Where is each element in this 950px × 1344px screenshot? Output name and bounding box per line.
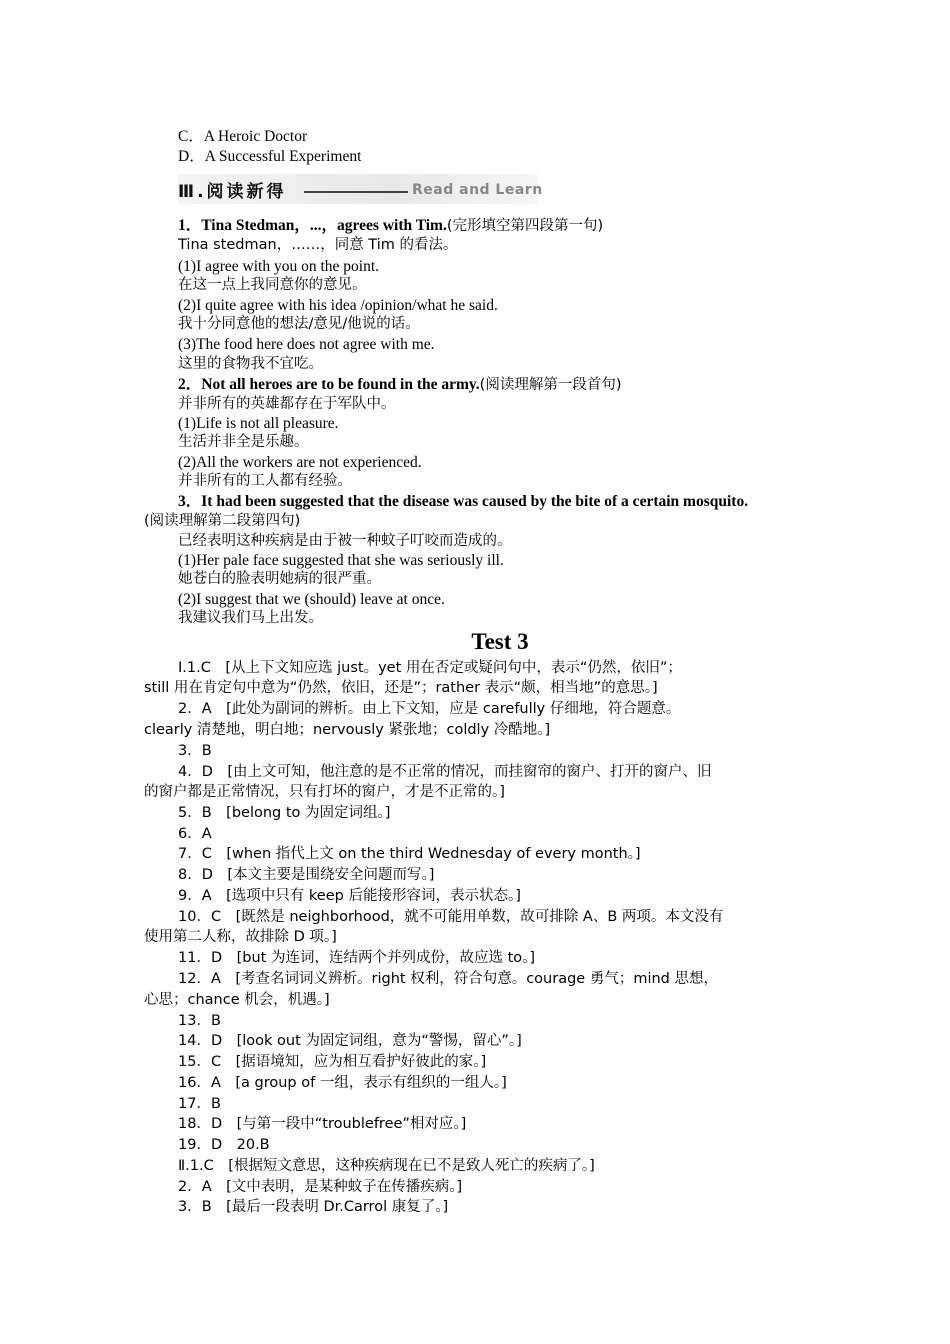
point-3-example-cn: 我建议我们马上出发。 (178, 610, 323, 626)
point-2-example-cn: 并非所有的工人都有经验。 (178, 473, 352, 489)
point-3-translation: 已经表明这种疾病是由于被一种蚊子叮咬而造成的。 (178, 533, 512, 549)
answer-line: 15．C [据语境知，应为相互看护好彼此的家。] (178, 1054, 487, 1070)
answer-line: 9．A [选项中只有 keep 后能接形容词，表示状态。] (178, 888, 521, 904)
answer-line: 11．D [but 为连词，连结两个并列成份，故应选 to。] (178, 950, 536, 966)
answer-line: clearly 清楚地，明白地；nervously 紧张地；coldly 冷酷地。] (144, 722, 551, 738)
point-1-example: (1)I agree with you on the point. (178, 258, 380, 275)
answer-line: 14．D [look out 为固定词组，意为“警惕，留心”。] (178, 1033, 522, 1049)
section-heading-en: Read and Learn (412, 182, 543, 198)
answer-line: 8．D [本文主要是围绕安全问题而写。] (178, 867, 435, 883)
point-2-translation: 并非所有的英雄都存在于军队中。 (178, 396, 396, 412)
answer-line: Ⅰ.1.C [从上下文知应选 just。yet 用在否定或疑问句中，表示“仍然，依旧”； (178, 660, 682, 676)
point-1-example-cn: 在这一点上我同意你的意见。 (178, 277, 367, 293)
point-3-example: (2)I suggest that we (should) leave at once. (178, 591, 445, 608)
point-3-example: (1)Her pale face suggested that she was seriously ill. (178, 552, 504, 569)
point-1-example: (3)The food here does not agree with me. (178, 336, 435, 353)
point-3-source: (阅读理解第二段第四句) (144, 513, 301, 529)
answer-line: 2．A [文中表明，是某种蚊子在传播疾病。] (178, 1179, 463, 1195)
answer-line: still 用在肯定句中意为“仍然，依旧，还是”；rather 表示“颇，相当地”的意思。] (144, 680, 658, 696)
point-1-sentence: 1．Tina Stedman，...，agrees with Tim. (178, 217, 447, 234)
point-1-example-cn: 这里的食物我不宜吃。 (178, 356, 323, 372)
point-2-source: (阅读理解第一段首句) (479, 377, 622, 393)
point-3-sentence: 3．It had been suggested that the disease was caused by the bite of a certain mosquito. (178, 493, 749, 510)
answer-line: 心思；chance 机会，机遇。] (144, 992, 330, 1008)
section-heading-rule (304, 191, 408, 193)
answer-line: 6．A (178, 826, 212, 842)
point-2-sentence: 2．Not all heroes are to be found in the army. (178, 376, 480, 393)
point-2-title (178, 375, 622, 395)
answer-line: 2．A [此处为副词的辨析。由上下文知，应是 carefully 仔细地，符合题意。 (178, 701, 681, 717)
answer-line: 19．D 20.B (178, 1137, 270, 1153)
point-1-example-cn: 我十分同意他的想法/意见/他说的话。 (178, 316, 420, 332)
answer-line: 的窗户都是正常情况，只有打坏的窗户，才是不正常的。] (144, 784, 505, 800)
answer-line: 3．B (178, 743, 212, 759)
answer-line: 13．B (178, 1013, 221, 1029)
point-2-example-cn: 生活并非全是乐趣。 (178, 434, 309, 450)
answer-line: 17．B (178, 1096, 221, 1112)
answer-line: 3．B [最后一段表明 Dr.Carrol 康复了。] (178, 1199, 449, 1215)
point-2-example: (1)Life is not all pleasure. (178, 415, 339, 432)
test-title: Test 3 (471, 629, 529, 654)
answer-line: 12．A [考查名词词义辨析。right 权利，符合句意。courage 勇气；mind 思想， (178, 971, 718, 987)
point-1-translation: Tina stedman，……，同意 Tim 的看法。 (178, 237, 458, 253)
answer-line: 7．C [when 指代上文 on the third Wednesday of every month。] (178, 846, 641, 862)
option-d: D．A Successful Experiment (178, 148, 362, 165)
point-3-example-cn: 她苍白的脸表明她病的很严重。 (178, 571, 381, 587)
point-1-source: (完形填空第四段第一句) (446, 218, 604, 234)
option-c: C．A Heroic Doctor (178, 128, 308, 145)
answer-line: 4．D [由上文可知，他注意的是不正常的情况，而挂窗帘的窗户、打开的窗户、旧 (178, 764, 712, 780)
answer-line: 5．B [belong to 为固定词组。] (178, 805, 391, 821)
answer-line: 18．D [与第一段中“troublefree”相对应。] (178, 1116, 467, 1132)
answer-line: 使用第二人称，故排除 D 项。] (144, 929, 337, 945)
point-1-title (178, 216, 603, 236)
point-1-example: (2)I quite agree with his idea /opinion/what he said. (178, 297, 498, 314)
answer-line: Ⅱ.1.C [根据短文意思，这种疾病现在已不是致人死亡的疾病了。] (178, 1158, 595, 1174)
answer-line: 10．C [既然是 neighborhood，就不可能用单数，故可排除 A、B 两项。本文没有 (178, 909, 724, 925)
answer-line: 16．A [a group of 一组，表示有组织的一组人。] (178, 1075, 507, 1091)
point-2-example: (2)All the workers are not experienced. (178, 454, 422, 471)
section-heading-cn: Ⅲ.阅读新得 (178, 182, 287, 202)
